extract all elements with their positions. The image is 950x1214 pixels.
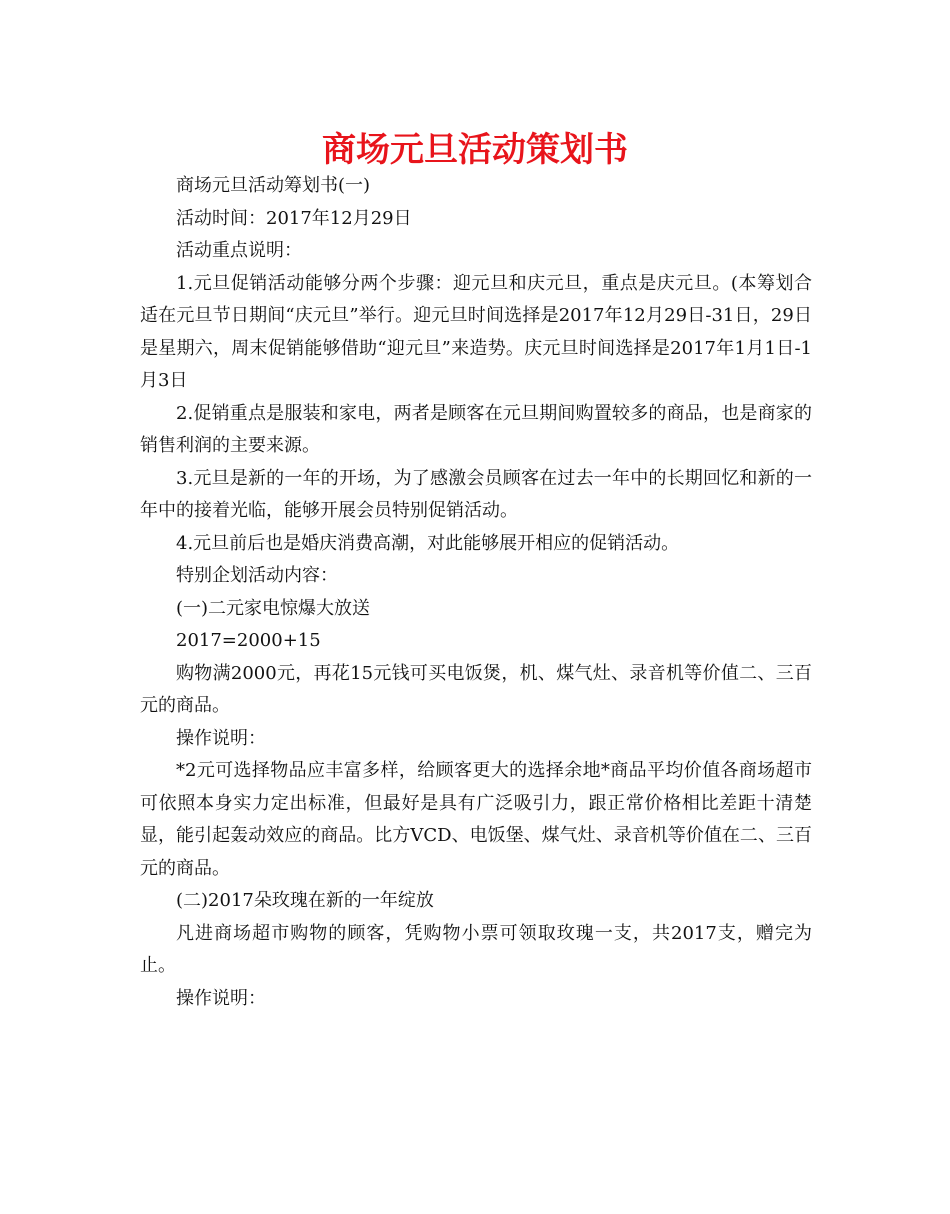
paragraph: 活动重点说明： <box>176 240 302 261</box>
paragraph: (一)二元家电惊爆大放送 <box>176 597 371 619</box>
document-title: 商场元旦活动策划书 <box>322 130 628 170</box>
paragraph: 3.元旦是新的一年的开场，为了感激会员顾客在过去一年中的长期回忆和新的一年中的接着光临，能够开展会员特别促销活动。 <box>140 467 812 521</box>
paragraph: 4.元旦前后也是婚庆消费高潮，对此能够展开相应的促销活动。 <box>176 532 680 554</box>
paragraph: 操作说明： <box>176 727 266 749</box>
paragraph: 活动时间：2017年12月29日 <box>176 207 412 229</box>
paragraph: 特别企划活动内容： <box>176 565 338 586</box>
paragraph: (二)2017朵玫瑰在新的一年绽放 <box>176 890 434 911</box>
paragraph: *2元可选择物品应丰富多样，给顾客更大的选择余地*商品平均价值各商场超市可依照本身实力定出标准，但最好是具有广泛吸引力，跟正常价格相比差距十清楚显，能引起轰动效应的商品。比方VCD、电饭堡、煤气灶、录音机等价值在二、三百元的商品。 <box>140 760 812 879</box>
document-body <box>140 170 812 1015</box>
paragraph: 凡进商场超市购物的顾客，凭购物小票可领取玫瑰一支，共2017支，赠完为止。 <box>140 922 812 976</box>
paragraph: 2.促销重点是服装和家电，两者是顾客在元旦期间购置较多的商品，也是商家的销售利润的主要来源。 <box>140 402 812 456</box>
paragraph: 购物满2000元，再花15元钱可买电饭煲，机、煤气灶、录音机等价值二、三百元的商品。 <box>140 662 812 716</box>
paragraph: 操作说明： <box>176 987 266 1009</box>
paragraph: 商场元旦活动筹划书(一) <box>176 175 371 196</box>
paragraph: 2017=2000+15 <box>176 630 321 651</box>
paragraph: 1.元旦促销活动能够分两个步骤：迎元旦和庆元旦，重点是庆元旦。(本筹划合适在元旦节日期间“庆元旦”举行。迎元旦时间选择是2017年12月29日-31日，29日是星期六，周末促销能够借助“迎元旦”来造势。庆元旦时间选择是2017年1月1日-1月3日 <box>140 272 812 391</box>
